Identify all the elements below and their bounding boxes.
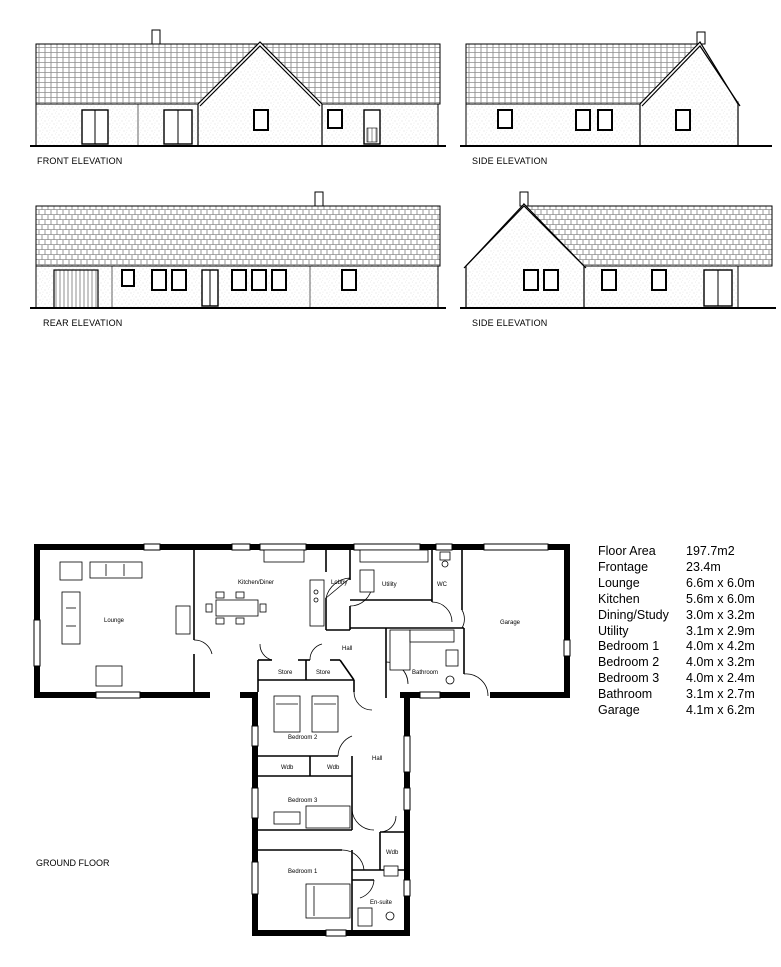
area-row xyxy=(598,544,755,560)
ground-floor-plan xyxy=(0,520,580,955)
room-bedroom2-label: Bedroom 2 xyxy=(288,735,318,741)
area-row-value: 4.0m x 2.4m xyxy=(686,671,755,686)
area-row-label: Bathroom xyxy=(598,687,653,702)
area-row xyxy=(598,639,755,655)
area-row-label: Bedroom 1 xyxy=(598,639,660,654)
area-row-label: Garage xyxy=(598,703,640,718)
area-row xyxy=(598,608,755,624)
area-row xyxy=(598,687,755,703)
front-elevation xyxy=(30,28,446,166)
area-row-value: 3.1m x 2.9m xyxy=(686,623,755,638)
room-utility-label: Utility xyxy=(382,582,397,588)
area-row-value: 197.7m2 xyxy=(686,544,735,558)
rear-elevation-drawing xyxy=(30,190,446,312)
side-elevation-b-label: SIDE ELEVATION xyxy=(472,318,548,328)
area-row xyxy=(598,703,755,719)
room-labels xyxy=(104,580,521,906)
side-elevation-b xyxy=(460,190,776,328)
area-schedule xyxy=(598,544,755,719)
ground-floor-label: GROUND FLOOR xyxy=(36,858,110,868)
area-row xyxy=(598,655,755,671)
room-lobby-label: Lobby xyxy=(331,580,348,586)
area-row-label: Frontage xyxy=(598,559,649,574)
area-row-label: Lounge xyxy=(598,575,640,590)
area-row-label: Kitchen xyxy=(598,591,640,606)
area-row-label: Bedroom 2 xyxy=(598,655,660,670)
area-row xyxy=(598,576,755,592)
front-elevation-drawing xyxy=(30,28,446,150)
room-kitchen-label: Kitchen/Diner xyxy=(238,580,275,586)
side-elevation-a-label: SIDE ELEVATION xyxy=(472,156,548,166)
room-ensuite-label: En-suite xyxy=(370,900,393,906)
side-elevation-a xyxy=(460,28,772,166)
room-wdb2-label: Wdb xyxy=(327,765,340,771)
rear-elevation xyxy=(30,190,446,328)
area-row-label: Floor Area xyxy=(598,544,656,558)
room-lounge-label: Lounge xyxy=(104,618,125,624)
room-wdb1-label: Wdb xyxy=(281,765,294,771)
room-hall-mid-label: Hall xyxy=(372,756,383,762)
room-store1-label: Store xyxy=(278,670,293,676)
room-wc-label: WC xyxy=(437,582,447,588)
room-bathroom-label: Bathroom xyxy=(412,670,439,676)
floor-plan-drawing xyxy=(0,520,580,950)
room-bedroom3-label: Bedroom 3 xyxy=(288,798,318,804)
area-row-value: 4.0m x 4.2m xyxy=(686,639,755,654)
room-bedroom1-label: Bedroom 1 xyxy=(288,869,318,875)
area-row-label: Dining/Study xyxy=(598,607,669,622)
rear-elevation-label: REAR ELEVATION xyxy=(43,318,123,328)
area-row xyxy=(598,624,755,640)
area-row-value: 4.0m x 3.2m xyxy=(686,655,755,670)
area-row-value: 23.4m xyxy=(686,559,721,574)
area-row xyxy=(598,671,755,687)
furniture xyxy=(60,550,458,926)
front-elevation-label: FRONT ELEVATION xyxy=(37,156,123,166)
area-row-value: 6.6m x 6.0m xyxy=(686,575,755,590)
side-elevation-a-drawing xyxy=(460,28,772,150)
room-hall-top-label: Hall xyxy=(342,646,353,652)
area-row-label: Utility xyxy=(598,623,629,638)
room-store2-label: Store xyxy=(316,670,331,676)
area-row xyxy=(598,592,755,608)
room-wdb3-label: Wdb xyxy=(386,850,399,856)
area-row-value: 3.1m x 2.7m xyxy=(686,687,755,702)
room-garage-label: Garage xyxy=(500,620,521,626)
area-row-value: 5.6m x 6.0m xyxy=(686,591,755,606)
area-row-value: 3.0m x 3.2m xyxy=(686,607,755,622)
area-row-value: 4.1m x 6.2m xyxy=(686,703,755,718)
area-row xyxy=(598,560,755,576)
area-row-label: Bedroom 3 xyxy=(598,671,660,686)
side-elevation-b-drawing xyxy=(460,190,776,312)
